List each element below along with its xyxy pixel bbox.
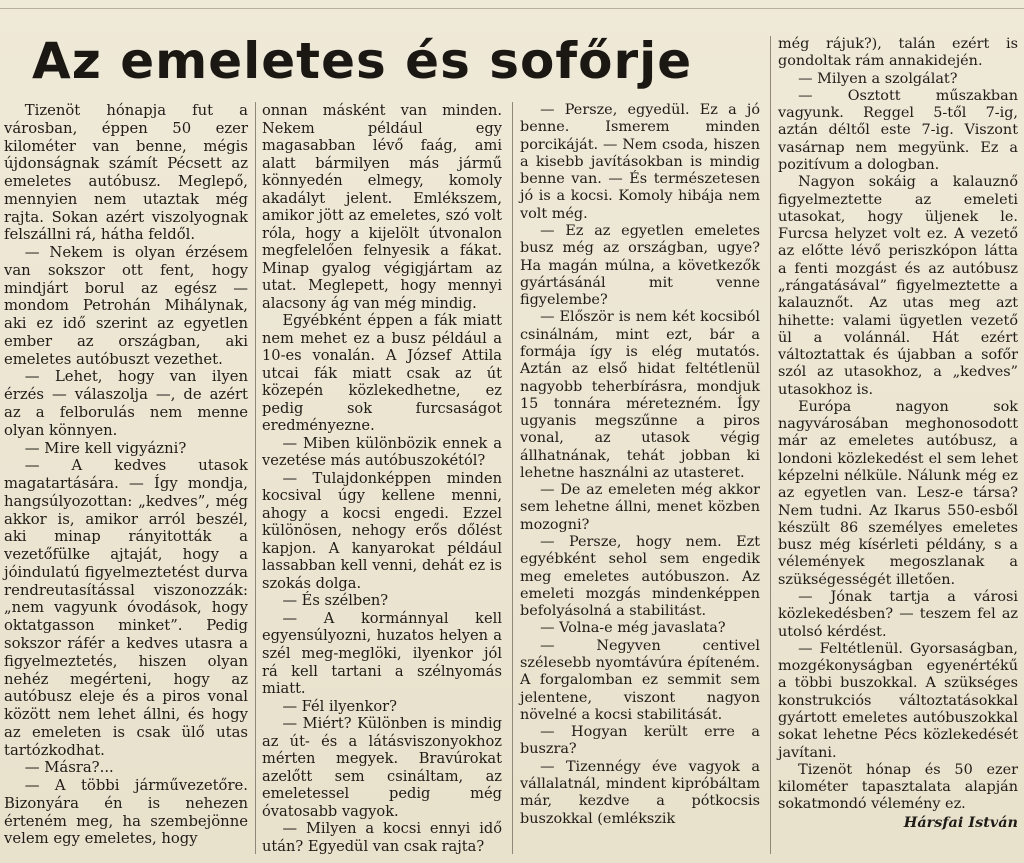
paragraph: — Miért? Különben is mindig az út- és a látásviszonyokhoz mérten megyek. Bravúrokat azelőtt sem csináltam, az emeletessel pedig még óvatosabb vagyok. — [262, 715, 502, 820]
paragraph: Nagyon sokáig a kalauznő figyelmeztette az emeleti utasokat, hogy üljenek le. Furcsa helyzet volt ez. A vezető az előtte lévő periszkópon látta a fenti mozgást és az autóbusz „rángatásával” figyelmeztette a kalauznőt. Az utas meg azt hihette: valami ügyetlen vezető ül a volánnál. Hát ezért változtattak és újabban a sofőr szól az utasokhoz, a „kedves” utasokhoz is. — [778, 174, 1018, 398]
paragraph: — A kormánnyal kell egyensúlyozni, huzatos helyen a szél meg-meglöki, ilyenkor jól rá kell tartani a szélnyomás miatt. — [262, 609, 502, 698]
paragraph: — Osztott műszakban vagyunk. Reggel 5-től 7-ig, aztán déltől este 7-ig. Viszont vasárnap nem megyünk. Ez a pozitívum a dologban. — [778, 87, 1018, 173]
paragraph: — Tulajdonképpen minden kocsival úgy kellene menni, ahogy a kocsi engedi. Ezzel különösen, nehogy erős dőlést kapjon. A kanyarokat például lassabban kell venni, dehát ez is szokás dolga. — [262, 469, 502, 592]
paragraph: — Nekem is olyan érzésem van sokszor ott fent, hogy mindjárt borul az egész — mondom Petrohán Mihálynak, aki ez idő szerint az egyetlen ember az országban, aki emeletes autóbuszt vezethet. — [4, 244, 248, 368]
paragraph: — Milyen a kocsi ennyi idő után? Egyedül van csak rajta? — [262, 820, 502, 855]
paragraph: Egyébként éppen a fák miatt nem mehet ez a busz például a 10-es vonalán. A József Attila utcai fák miatt csak az út közepén közlekedhetne, ez pedig sok furcsaságot eredményezne. — [262, 312, 502, 435]
paragraph: — Másra?... — [24, 759, 114, 777]
paragraph: Tizenöt hónap és 50 ezer kilométer tapasztalata alapján sokatmondó vélemény ez. — [778, 761, 1018, 813]
paragraph: — Jónak tartja a városi közlekedésben? — teszem fel az utolsó kérdést. — [778, 589, 1018, 640]
paragraph: — A kedves utasok magatartására. — Így mondja, hangsúlyozottan: „kedves”, még akkor is, amikor arról beszél, aki minap rányitották a vezetőfülke ajtaját, hogy a jóindulatú figyelmeztetést durva rendreutasítással viszonozzák: „nem vagyunk óvodások, hogy oktatgasson minket”. Pedig sokszor ráfér a kedves utasra a figyelmeztetés, hiszen olyan nehéz megérteni, hogy az autóbusz eleje és a piros vonal között nem lehet állni, és hogy az emeleten is csak ülő utas tartózkodhat. — [4, 457, 248, 759]
paragraph: — Persze, egyedül. Ez a jó benne. Ismerem minden porcikáját. — Nem csoda, hiszen a kisebb javításokban is mindig benne van. — És természetesen jó is a kocsi. Komoly hibája nem volt még. — [520, 102, 760, 222]
column-divider — [770, 36, 771, 854]
paragraph: — Miben különbözik ennek a vezetése más autóbuszokétól? — [262, 434, 502, 470]
paragraph: — Volna-e még javaslata? — [540, 620, 726, 637]
paragraph: — Tizennégy éve vagyok a vállalatnál, mindent kipróbáltam már, kezdve a pótkocsis buszokkal (emlékszik — [520, 758, 760, 827]
paragraph: — És szélben? — [282, 592, 389, 610]
author-signature: Hársfai István — [903, 813, 1018, 831]
paragraph: — Fél ilyenkor? — [282, 697, 397, 715]
paragraph: — Persze, hogy nem. Ezt egyébként sehol sem engedik meg emeletes autóbuszon. Az emeleti mozgás mindenképpen befolyásolná a stabilitást. — [520, 534, 760, 620]
paragraph: — Ez az egyetlen emeletes busz még az országban, ugye? Ha magán múlna, a következők gyártásánál mit venne figyelembe? — [520, 222, 760, 309]
article-title: Az emeletes és sofőrje — [32, 32, 693, 90]
paragraph: — Hogyan került erre a buszra? — [520, 724, 760, 758]
paragraph: Európa nagyon sok nagyvárosában meghonosodott már az emeletes autóbusz, a londoni közlekedést el sem lehet képzelni nélküle. Nálunk még ez az egyetlen van. Lesz-e társa? Nem tudni. Az Ikarus 550-esből készült 86 személyes emeletes busz még kísérleti példány, s a vélemények megoszlanak a szükségességét illetően. — [778, 398, 1018, 588]
article-column-4 — [778, 36, 1018, 831]
paragraph: — Lehet, hogy van ilyen érzés — válaszolja —, de azért az a felborulás nem menne olyan könnyen. — [4, 368, 248, 439]
top-rule — [0, 8, 1024, 9]
article-column-3 — [520, 102, 760, 828]
column-divider — [512, 102, 513, 854]
paragraph: onnan másként van minden. Nekem például egy magasabban lévő faág, ami alatt bármilyen más jármű könnyedén elmegy, komoly akadályt jelent. Emlékszem, amikor jött az emeletes, szó volt róla, hogy a kijelölt útvonalon megfelelően felnyesik a fákat. Minap gyalog végigjártam az utat. Meglepett, hogy mennyi alacsony ág van még mindig. — [262, 102, 502, 312]
paragraph: Tizenöt hónapja fut a városban, éppen 50 ezer kilométer van benne, mégis újdonságnak számít Pécsett az emeletes autóbusz. Meglepő, mennyien nem utaztak még rajta. Sokan azért viszolyognak felszállni rá, hátha feldől. — [4, 102, 248, 244]
paragraph: — A többi járművezetőre. Bizonyára én is nehezen érteném meg, ha szembejönne velem egy emeletes, hogy — [4, 777, 248, 848]
paragraph: — Először is nem két kocsiból csinálnám, mint ezt, bár a formája így is elég mutatós. Aztán az első hidat feltétlenül nagyobb teherbírásra, mondjuk 15 tonnára méretezném. Így ugyanis megszűnne a piros vonal, az utasok végig állhatnának, tehát jobban ki lehetne használni az utasteret. — [520, 309, 760, 481]
article-column-2 — [262, 102, 502, 855]
paragraph: — Mire kell vigyázni? — [24, 439, 187, 457]
paragraph: — De az emeleten még akkor sem lehetne állni, menet közben mozogni? — [520, 482, 760, 533]
paragraph: még rájuk?), talán ezért is gondoltak rám annakidején. — [778, 36, 1018, 70]
paragraph: — Milyen a szolgálat? — [798, 70, 958, 87]
article-column-1 — [4, 102, 248, 848]
column-divider — [255, 102, 256, 854]
paragraph: — Feltétlenül. Gyorsaságban, mozgékonyságban egyenértékű a többi buszokkal. A szükséges konstrukciós változtatásokkal gyártott emeletes autóbuszokkal sokat lehetne Pécs közlekedését javítani. — [778, 640, 1018, 761]
paragraph: — Negyven centivel szélesebb nyomtávúra építeném. A forgalomban ez semmit sem jelentene, viszont nagyon növelné a kocsi stabilitását. — [520, 637, 760, 723]
